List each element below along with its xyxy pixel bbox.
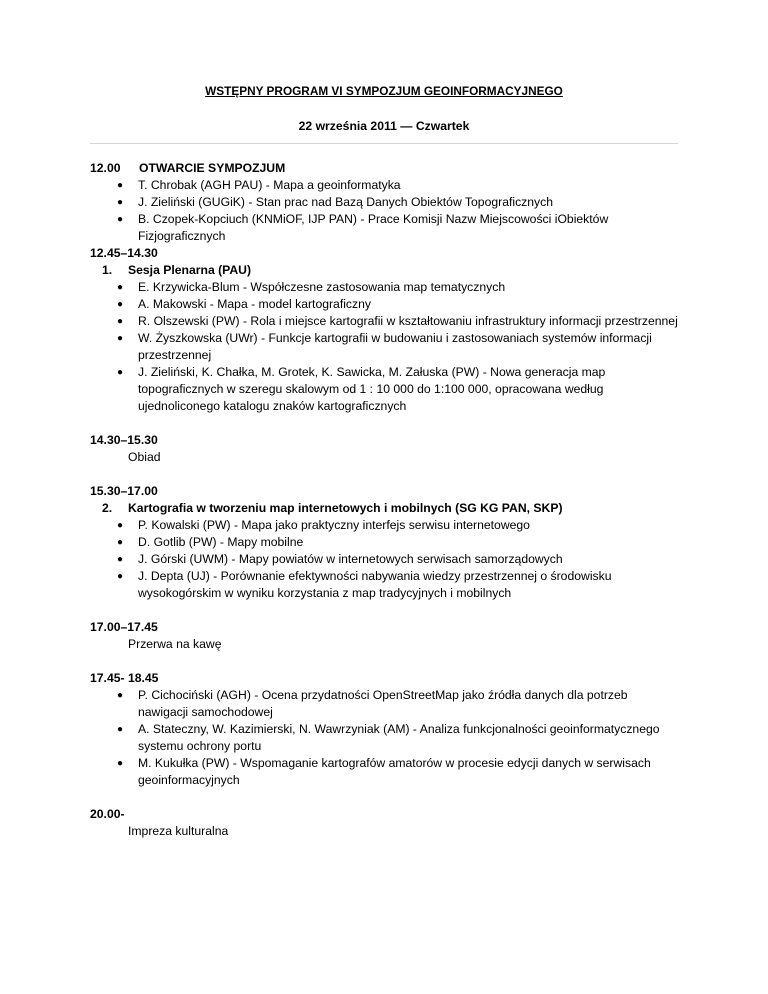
slot-note: Impreza kulturalna <box>128 824 229 838</box>
slot-time: 17.45- 18.45 <box>90 671 159 685</box>
talk-item: ● A. Makowski - Mapa - model kartograficzny <box>117 297 371 311</box>
slot-heading: OTWARCIE SYMPOZJUM <box>139 161 286 175</box>
bullet-icon: ● <box>117 520 124 531</box>
bullet-icon: ● <box>117 758 124 769</box>
program-slot <box>90 619 680 653</box>
session-heading <box>90 262 680 279</box>
program-slot <box>90 483 680 602</box>
talk-item: ● J. Zieliński, K. Chałka, M. Grotek, K. Sawicka, M. Załuska (PW) - Nowa generacja map topograficznych w szeregu skalowym od 1 : 10 000 do 1:100 000, opracowana według ujednoliconego katalogu znaków kartograficznych <box>117 365 606 413</box>
slot-time: 12.00 <box>90 161 121 175</box>
talk-item: ● D. Gotlib (PW) - Mapy mobilne <box>117 535 304 549</box>
talk-item: ● J. Depta (UJ) - Porównanie efektywności nabywania wiedzy przestrzennej o środowisku wysokogórskim w wyniku korzystania z map tradycyjnych i mobilnych <box>117 569 612 600</box>
bullet-icon: ● <box>117 367 124 378</box>
bullet-icon: ● <box>117 180 124 191</box>
slot-time: 12.45–14.30 <box>90 246 158 260</box>
talk-item: ● J. Zieliński (GUGiK) - Stan prac nad Bazą Danych Obiektów Topograficznych <box>117 195 553 209</box>
talk-item: ● M. Kukułka (PW) - Wspomaganie kartografów amatorów w procesie edycji danych w serwisach geoinformacyjnych <box>117 756 651 787</box>
program-slot <box>90 432 680 466</box>
document-date: 22 września 2011 — Czwartek <box>298 119 470 133</box>
bullet-icon: ● <box>117 299 124 310</box>
slot-time: 15.30–17.00 <box>90 484 158 498</box>
talk-list <box>90 177 680 245</box>
bullet-icon: ● <box>117 214 124 225</box>
slot-time: 20.00- <box>90 807 125 821</box>
bullet-icon: ● <box>117 554 124 565</box>
session-title: Sesja Plenarna (PAU) <box>128 263 252 277</box>
talk-item: ● P. Cichociński (AGH) - Ocena przydatności OpenStreetMap jako źródła danych dla potrzeb nawigacji samochodowej <box>117 688 628 719</box>
session-title: Kartografia w tworzeniu map internetowych i mobilnych (SG KG PAN, SKP) <box>128 501 563 515</box>
bullet-icon: ● <box>117 724 124 735</box>
bullet-icon: ● <box>117 571 124 582</box>
program-content <box>90 160 680 840</box>
talk-list <box>90 517 680 602</box>
talk-item: ● W. Żyszkowska (UWr) - Funkcje kartografii w budowaniu i zastosowaniach systemów informacji przestrzennej <box>117 331 652 362</box>
talk-list <box>90 279 680 415</box>
talk-item: ● J. Górski (UWM) - Mapy powiatów w internetowych serwisach samorządowych <box>117 552 563 566</box>
slot-note: Przerwa na kawę <box>128 637 222 651</box>
session-number: 2. <box>102 501 113 515</box>
slot-note: Obiad <box>128 450 161 464</box>
slot-time: 14.30–15.30 <box>90 433 158 447</box>
talk-item: ● B. Czopek-Kopciuch (KNMiOF, IJP PAN) - Prace Komisji Nazw Miejscowości iObiektów Fizjograficznych <box>117 212 609 243</box>
slot-time: 17.00–17.45 <box>90 620 158 634</box>
talk-item: ● P. Kowalski (PW) - Mapa jako praktyczny interfejs serwisu internetowego <box>117 518 530 532</box>
divider <box>90 143 678 144</box>
document-title: WSTĘPNY PROGRAM VI SYMPOZJUM GEOINFORMACYJNEGO <box>205 84 563 98</box>
session-number: 1. <box>102 263 113 277</box>
talk-list <box>90 687 680 789</box>
program-slot <box>90 160 680 245</box>
talk-item: ● R. Olszewski (PW) - Rola i miejsce kartografii w kształtowaniu infrastruktury informacji przestrzennej <box>117 314 678 328</box>
session-heading <box>90 500 680 517</box>
bullet-icon: ● <box>117 316 124 327</box>
bullet-icon: ● <box>117 537 124 548</box>
program-slot <box>90 806 680 840</box>
talk-item: ● T. Chrobak (AGH PAU) - Mapa a geoinformatyka <box>117 178 401 192</box>
bullet-icon: ● <box>117 282 124 293</box>
bullet-icon: ● <box>117 197 124 208</box>
program-slot <box>90 245 680 415</box>
program-slot <box>90 670 680 789</box>
bullet-icon: ● <box>117 690 124 701</box>
talk-item: ● E. Krzywicka-Blum - Współczesne zastosowania map tematycznych <box>117 280 506 294</box>
talk-item: ● A. Stateczny, W. Kazimierski, N. Wawrzyniak (AM) - Analiza funkcjonalności geoinformatycznego systemu ochrony portu <box>117 722 660 753</box>
bullet-icon: ● <box>117 333 124 344</box>
